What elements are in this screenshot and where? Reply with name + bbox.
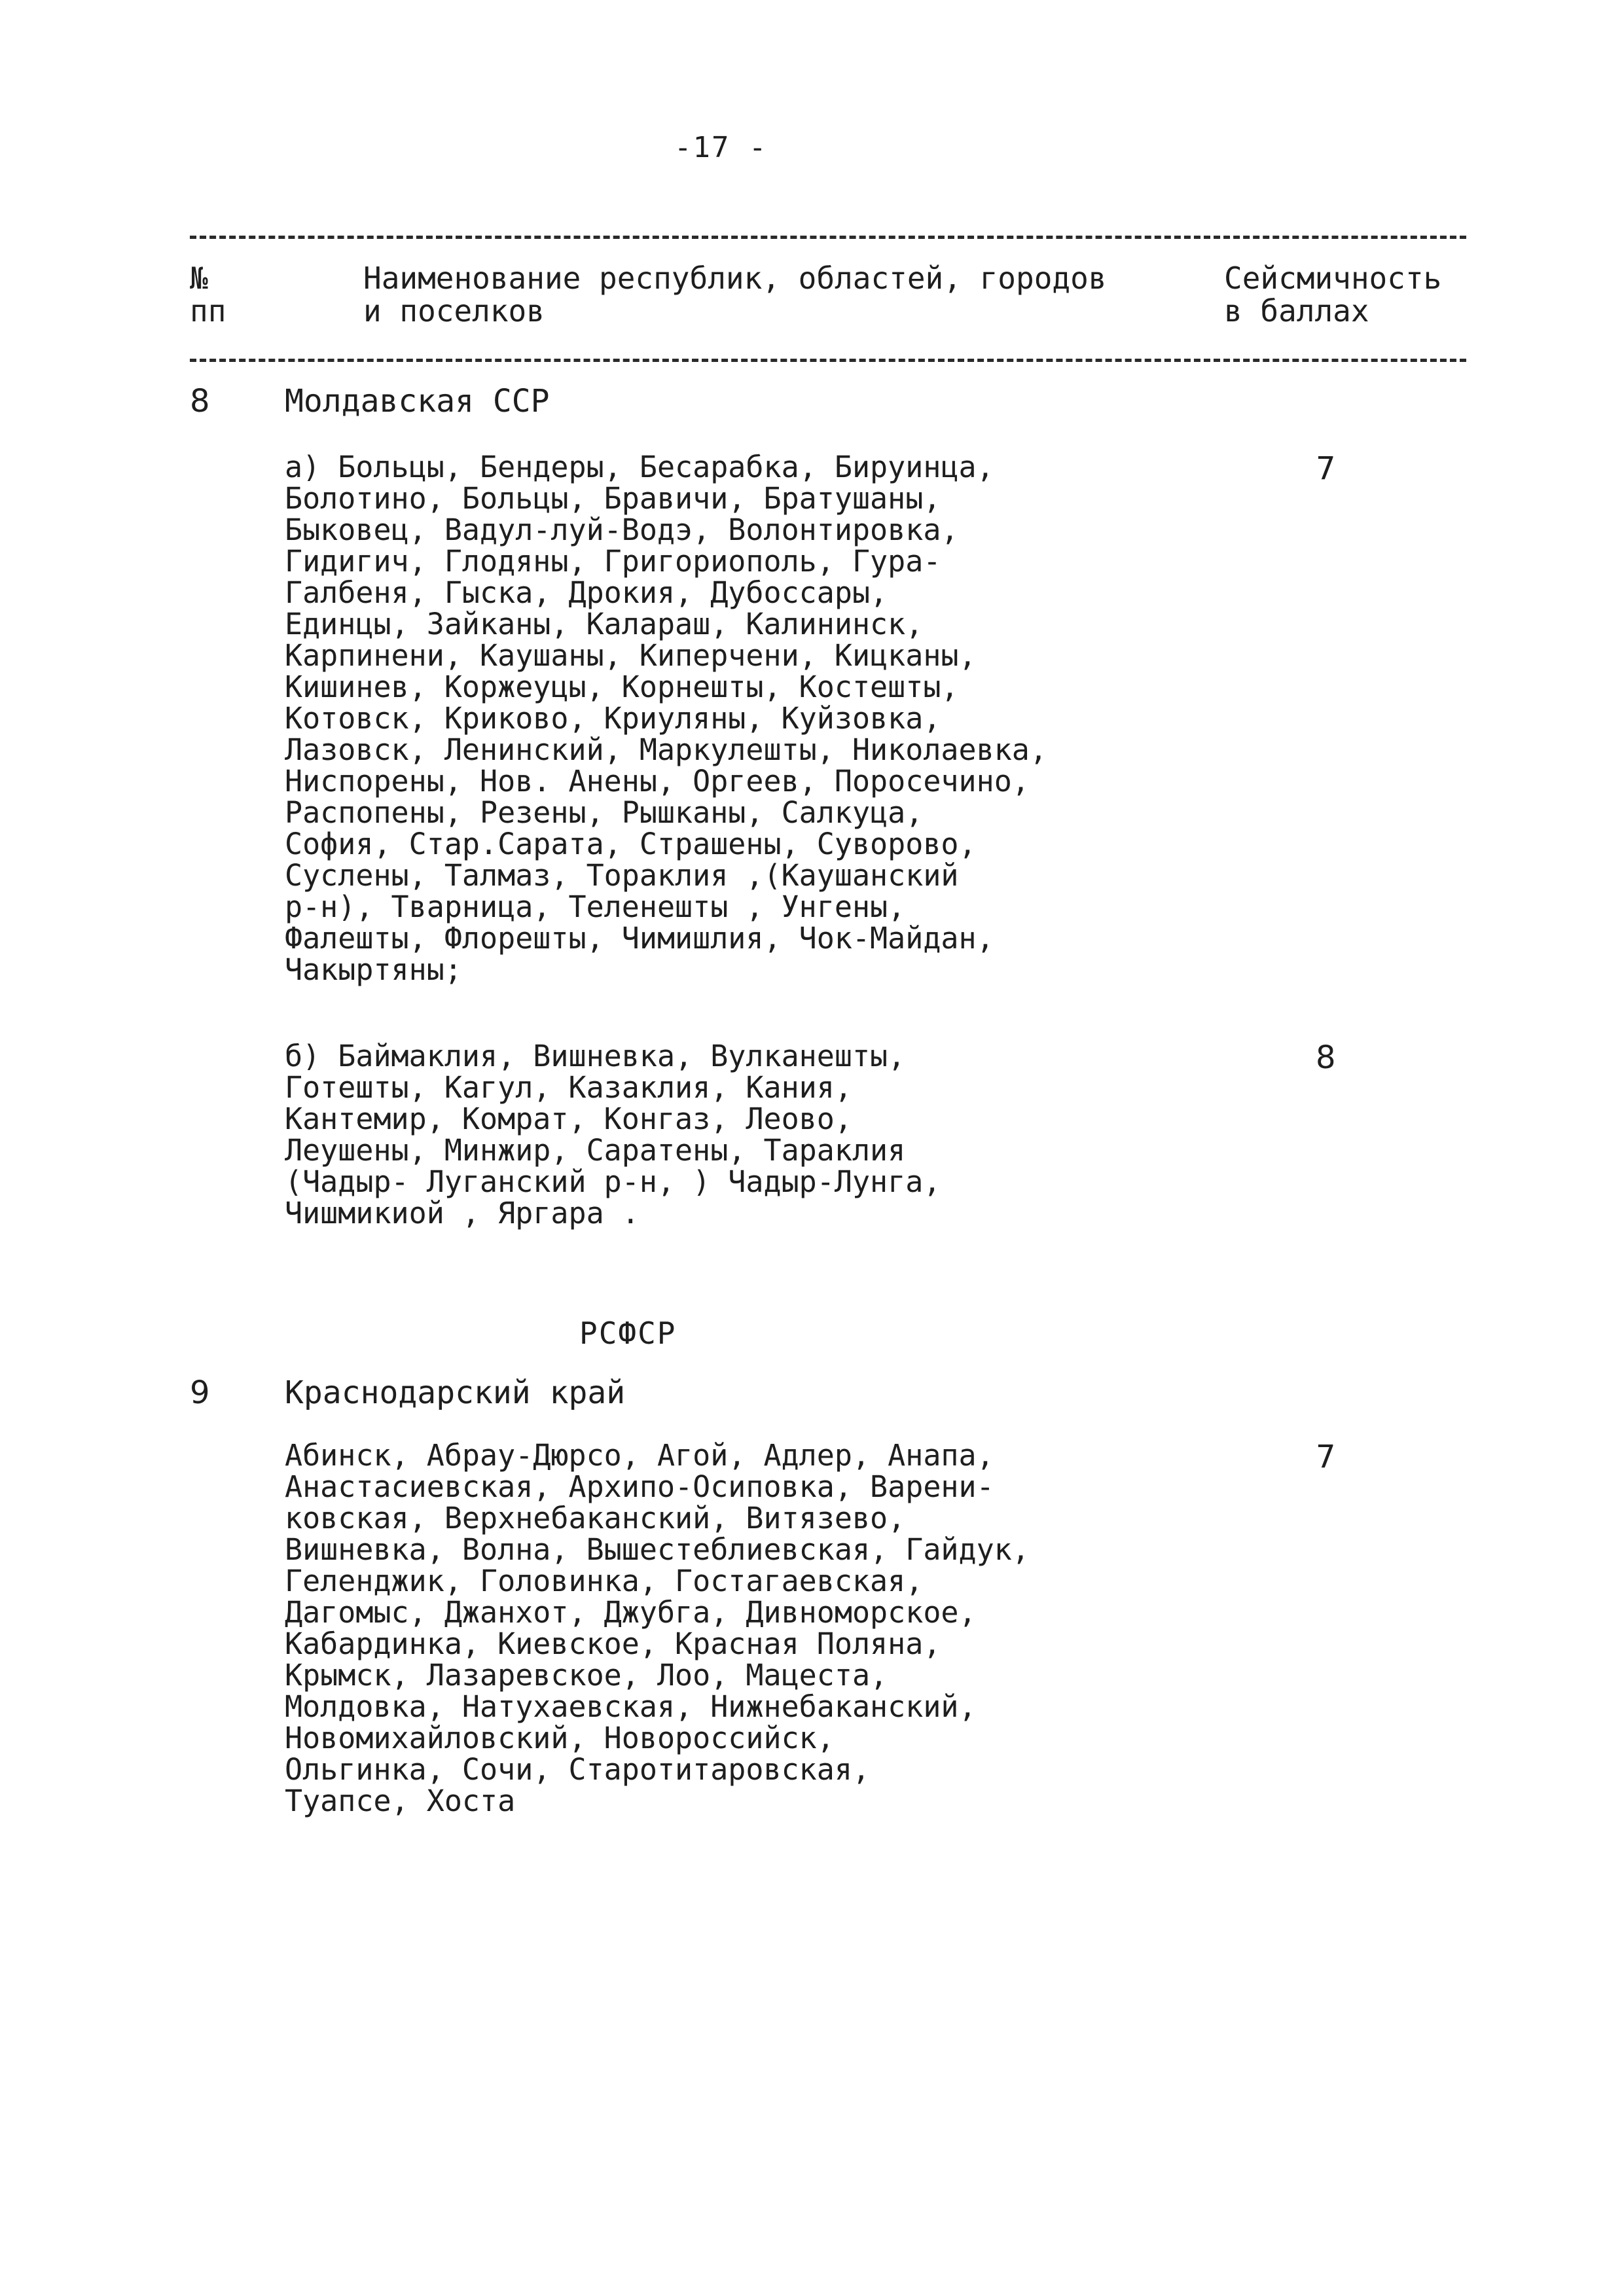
- republic-heading: РСФСР: [579, 1316, 677, 1351]
- column-header-number: № пп: [190, 260, 226, 329]
- column-header-seismicity: Сейсмичность в баллах: [1224, 260, 1442, 329]
- section-number: 8: [190, 383, 210, 420]
- page-number: -17 -: [674, 131, 768, 164]
- section-number: 9: [190, 1374, 210, 1411]
- seismicity-value: 8: [1316, 1039, 1336, 1076]
- seismicity-value: 7: [1316, 450, 1336, 487]
- table-header-top-rule: [190, 236, 1466, 239]
- section-title: Молдавская ССР: [285, 383, 550, 420]
- settlement-list: Абинск, Абрау-Дюрсо, Агой, Адлер, Анапа, Анастасиевская, Архипо-Осиповка, Варени- ковская, Верхнебаканский, Витязево, Вишневка, Волна, Вышестеблиевская, Гайдук, Геленджик, Головинка, Гостагаевская, Дагомыс, Джанхот, Джубга, Дивноморское, Кабардинка, Киевское, Красная Поляна, Крымск, Лазаревское, Лоо, Мацеста, Молдовка, Натухаевская, Нижнебаканский, Новомихайловский, Новороссийск, Ольгинка, Сочи, Старотитаровская, Туапсе, Хоста: [285, 1438, 1030, 1818]
- section-title: Краснодарский край: [285, 1374, 626, 1411]
- column-header-name: Наименование республик, областей, городов и поселков: [363, 260, 1107, 329]
- table-header-bottom-rule: [190, 359, 1466, 362]
- settlement-list-b: б) Баймаклия, Вишневка, Вулканешты, Готешты, Кагул, Казаклия, Кания, Кантемир, Комрат, Конгаз, Леово, Леушены, Минжир, Саратены, Тараклия (Чадыр- Луганский р-н, ) Чадыр-Лунга, Чишмикиой , Яргара .: [285, 1039, 941, 1230]
- seismicity-value: 7: [1316, 1439, 1336, 1475]
- settlement-list-a: а) Больцы, Бендеры, Бесарабка, Бируинца, Болотино, Больцы, Бравичи, Братушаны, Быковец, Вадул-луй-Водэ, Волонтировка, Гидигич, Глодяны, Григориополь, Гура- Галбеня, Гыска, Дрокия, Дубоссары, Единцы, Зайканы, Калараш, Калининск, Карпинени, Каушаны, Киперчени, Кицканы, Кишинев, Коржеуцы, Корнешты, Костешты, Котовск, Криково, Криуляны, Куйзовка, Лазовск, Ленинский, Маркулешты, Николаевка, Ниспорены, Нов. Анены, Оргеев, Поросечино, Распопены, Резены, Рышканы, Салкуца, София, Стар.Сарата, Страшены, Суворово, Суслены, Талмаз, Тораклия ,(Каушанский р-н), Тварница, Теленешты , Унгены, Фалешты, Флорешты, Чимишлия, Чок-Майдан, Чакыртяны;: [285, 450, 1047, 987]
